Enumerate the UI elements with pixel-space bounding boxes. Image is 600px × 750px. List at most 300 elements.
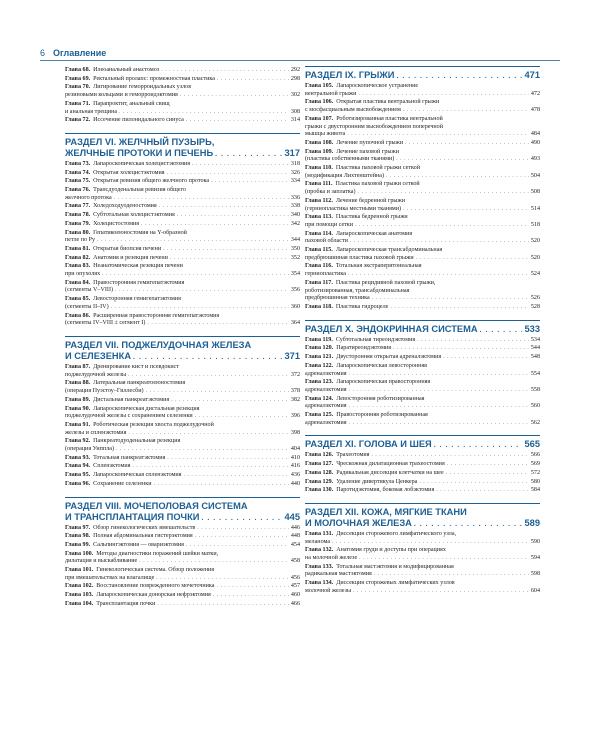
toc-entry: [305, 280, 540, 303]
chapter-title: Левосторонняя роботизированная: [336, 395, 425, 402]
header-title: Оглавление: [53, 48, 107, 58]
dot-leader: [358, 189, 529, 197]
chapter-page: 364: [290, 320, 300, 327]
toc-section: [305, 320, 540, 428]
chapter-page: 350: [290, 245, 300, 252]
chapter-title: Пластика бедренной грыжи: [335, 214, 408, 221]
toc-entry-line: [305, 206, 540, 214]
chapter-label: Глава 126.: [305, 452, 334, 459]
chapter-page: 580: [530, 478, 540, 485]
dot-leader: [355, 222, 529, 230]
toc-entry: [65, 296, 300, 311]
chapter-label: Глава 94.: [65, 463, 91, 470]
dot-leader: [213, 592, 289, 600]
chapter-title: адреналэктомия: [305, 419, 347, 426]
chapter-label: Глава 76.: [65, 187, 91, 194]
toc-entry-line: [305, 198, 540, 206]
chapter-page: 372: [290, 371, 300, 378]
chapter-label: Глава 114.: [305, 230, 333, 237]
chapter-page: 356: [290, 287, 300, 294]
toc-entry: [65, 472, 300, 480]
chapter-label: Глава 86.: [65, 312, 91, 319]
chapter-page: 520: [530, 238, 540, 245]
toc-entry: [305, 149, 540, 164]
chapter-label: Глава 81.: [65, 245, 91, 252]
toc-entry: [305, 304, 540, 312]
section-title-text: И ТРАНСПЛАНТАЦИЯ ПОЧКИ: [65, 511, 200, 522]
section-title-text: РАЗДЕЛ X. ЭНДОКРИННАЯ СИСТЕМА: [305, 323, 478, 334]
chapter-page: 460: [290, 592, 300, 599]
chapter-title: адреналэктомия: [305, 386, 347, 393]
chapter-page: 526: [530, 295, 540, 302]
chapter-title: Паротидэктомия, боковая лобэктомия: [336, 487, 435, 494]
dot-leader: [349, 403, 529, 411]
chapter-title: Пластика паховой грыжи сеткой: [335, 165, 420, 172]
toc-entry-line: [65, 542, 300, 550]
dot-leader: [396, 156, 529, 164]
chapter-page: 490: [530, 139, 540, 146]
toc-entry-line: [305, 131, 540, 139]
chapter-title: резиновыми кольцами и геморроидэктомия: [65, 92, 178, 99]
chapter-page: 524: [530, 271, 540, 278]
toc-entry-line: [305, 214, 540, 222]
chapter-title: поджелудочной железы с сохранением селезенки: [65, 413, 193, 420]
toc-entry: [65, 187, 300, 202]
chapter-page: 404: [290, 446, 300, 453]
dot-leader: [347, 131, 529, 139]
dot-leader: [405, 140, 529, 148]
chapter-title: Диссекция сторожевого лимфатического узла,: [336, 530, 457, 537]
dot-leader: [386, 173, 529, 181]
chapter-title: радикальная мастэктомия: [305, 571, 372, 578]
section-page: 371: [284, 350, 300, 361]
chapter-title: Методы диагностики поражений шейки матки,: [96, 550, 219, 557]
toc-entry-line: [305, 531, 540, 539]
chapter-label: Глава 127.: [305, 461, 334, 468]
chapter-page: 352: [290, 254, 300, 261]
chapter-page: 534: [530, 336, 540, 343]
toc-entry-line: [65, 203, 300, 211]
toc-entry-line: [305, 420, 540, 428]
chapter-title: Пластика паховой грыжи сеткой: [335, 181, 420, 188]
chapter-title: Чрескожная дилатационная трахеостомия: [336, 461, 445, 468]
chapter-title: (операция Уиппла): [65, 446, 114, 453]
section-page: 565: [524, 439, 540, 450]
toc-entry-line: [305, 263, 540, 271]
toc-entry-line: [65, 472, 300, 480]
chapter-title: Латеральная панкреатоеюностомия: [93, 380, 186, 387]
toc-entry: [305, 337, 540, 345]
section-divider: [65, 336, 300, 337]
chapter-page: 466: [290, 600, 300, 607]
chapter-title: вентральной грыжи: [305, 90, 357, 97]
chapter-label: Глава 90.: [65, 405, 91, 412]
toc-entry-line: [65, 304, 300, 312]
chapter-page: 416: [290, 463, 300, 470]
toc-entry: [305, 247, 540, 262]
dot-leader: [349, 387, 529, 395]
toc-entry-line: [65, 109, 300, 117]
chapter-title: (пластика собственными тканями): [305, 156, 395, 163]
toc-entry: [305, 412, 540, 427]
toc-section: [305, 435, 540, 495]
toc-section: [65, 497, 300, 609]
toc-entry-line: [305, 173, 540, 181]
dot-leader: [128, 372, 289, 380]
dot-leader: [133, 352, 282, 363]
chapter-title: Гинекологическая система. Обзор положения: [96, 567, 215, 574]
dot-leader: [434, 440, 523, 451]
chapter-title: Пластика рецидивной паховой грыжи,: [335, 279, 436, 286]
chapter-title: Холедоходуоденостомия: [93, 203, 157, 210]
dot-leader: [119, 109, 289, 117]
chapter-title: Роботизированная пластика вентральной: [336, 115, 443, 122]
chapter-title: адреналэктомия: [305, 370, 347, 377]
dot-leader: [177, 212, 289, 220]
chapter-title: Тотальная экстраперитонеальная: [335, 263, 422, 270]
chapter-page: 342: [290, 220, 300, 227]
toc-entry-line: [305, 255, 540, 263]
chapter-title: Пластика гидроцеле: [335, 303, 389, 310]
chapter-title: молочной железы: [305, 587, 352, 594]
chapter-label: Глава 106.: [305, 99, 334, 106]
section-page: 533: [524, 323, 540, 334]
chapter-title: (сегменты IV–VIII ± сегмент I): [65, 320, 146, 327]
toc-entry: [65, 422, 300, 437]
chapter-page: 504: [530, 172, 540, 179]
chapter-page: 590: [530, 538, 540, 545]
chapter-label: Глава 84.: [65, 279, 91, 286]
chapter-label: Глава 125.: [305, 412, 334, 419]
chapter-label: Глава 103.: [65, 592, 94, 599]
toc-entry-line: [65, 592, 300, 600]
toc-section: [305, 503, 540, 596]
chapter-label: Глава 104.: [65, 600, 94, 607]
section-title-line: [305, 507, 540, 518]
dot-leader: [349, 371, 529, 379]
dot-leader: [396, 71, 522, 82]
toc-entry: [65, 542, 300, 550]
chapter-page: 298: [290, 75, 300, 82]
toc-entry-line: [65, 413, 300, 421]
chapter-label: Глава 80.: [65, 229, 91, 236]
chapter-label: Глава 105.: [305, 83, 334, 89]
chapter-page: 604: [530, 587, 540, 594]
toc-entry: [305, 396, 540, 411]
toc-entry: [65, 397, 300, 405]
chapter-label: Глава 133.: [305, 563, 334, 570]
chapter-label: Глава 70.: [65, 84, 91, 91]
toc-entry-line: [65, 364, 300, 372]
chapter-page: 382: [290, 396, 300, 403]
toc-entry-line: [305, 247, 540, 255]
toc-entry: [65, 178, 300, 186]
chapter-label: Глава 129.: [305, 478, 334, 485]
dot-leader: [359, 555, 529, 563]
toc-entry: [65, 592, 300, 600]
chapter-label: Глава 89.: [65, 396, 91, 403]
toc-entry: [65, 76, 300, 84]
chapter-title: мышцы живота: [305, 131, 346, 138]
chapter-title: Лапароскопическая правосторонняя: [336, 379, 431, 386]
chapter-title: Полная абдоминальная гистерэктомия: [93, 533, 193, 540]
chapter-page: 440: [290, 480, 300, 487]
dot-leader: [195, 533, 289, 541]
chapter-label: Глава 116.: [305, 263, 333, 270]
chapter-page: 518: [530, 221, 540, 228]
chapter-title: предбрюшинная техника: [305, 295, 370, 302]
chapter-label: Глава 77.: [65, 203, 91, 210]
toc-entry: [305, 470, 540, 478]
chapter-page: 454: [290, 541, 300, 548]
chapter-title: Илеоанальный анастомоз: [93, 67, 160, 73]
chapter-title: Анатомия груди и доступы при операциях: [336, 547, 446, 554]
section-title-line: [65, 501, 300, 512]
toc-entry-line: [305, 345, 540, 353]
dot-leader: [403, 206, 529, 214]
chapter-title: предбрюшинная пластика паховой грыжи: [305, 254, 414, 261]
chapter-label: Глава 99.: [65, 541, 91, 548]
toc-entry-line: [65, 372, 300, 380]
chapter-title: Тотальная мастэктомия и модифицированная: [336, 563, 454, 570]
dot-leader: [154, 481, 289, 489]
chapter-title: Диссекция сторожевых лимфатических узлов: [336, 580, 455, 587]
chapter-page: 528: [530, 303, 540, 310]
chapter-page: 569: [530, 461, 540, 468]
toc-entry-line: [305, 555, 540, 563]
toc-entry-line: [65, 388, 300, 396]
dot-leader: [97, 237, 289, 245]
chapter-title: на молочной железе: [305, 555, 358, 562]
chapter-title: Лечение паховой грыжи: [336, 148, 399, 155]
toc-entry: [65, 380, 300, 395]
chapter-label: Глава 71.: [65, 100, 91, 107]
toc-entry: [65, 212, 300, 220]
toc-entry-line: [65, 287, 300, 295]
chapter-label: Глава 119.: [305, 336, 333, 343]
chapter-title: Лигирование геморроидальных узлов: [93, 84, 192, 91]
chapter-label: Глава 101.: [65, 567, 94, 574]
dot-leader: [159, 203, 289, 211]
toc-entry: [65, 246, 300, 254]
toc-entry-line: [65, 237, 300, 245]
dot-leader: [419, 479, 529, 487]
chapter-label: Глава 134.: [305, 580, 334, 587]
chapter-label: Глава 73.: [65, 160, 91, 167]
dot-leader: [132, 463, 288, 471]
chapter-title: (сегменты V–VIII): [65, 287, 114, 294]
chapter-page: 308: [290, 108, 300, 115]
toc-entry: [65, 364, 300, 379]
chapter-page: 472: [530, 90, 540, 97]
chapter-page: 456: [290, 574, 300, 581]
chapter-page: 562: [530, 419, 540, 426]
chapter-page: 493: [530, 156, 540, 163]
toc-entry-line: [65, 430, 300, 438]
chapter-page: 514: [530, 205, 540, 212]
toc-entry: [65, 551, 300, 566]
chapter-page: 344: [290, 237, 300, 244]
toc-section: [305, 66, 540, 312]
chapter-label: Глава 118.: [305, 303, 333, 310]
toc-entry: [65, 533, 300, 541]
dot-leader: [171, 397, 289, 405]
chapter-label: Глава 120.: [305, 345, 334, 352]
toc-entry-line: [65, 230, 300, 238]
dot-leader: [416, 255, 529, 263]
section-title-line: [65, 340, 300, 351]
toc-right-column: [305, 66, 540, 604]
dot-leader: [332, 539, 529, 547]
toc-entry-line: [305, 452, 540, 460]
dot-leader: [215, 149, 282, 160]
page-number: 6: [40, 48, 46, 58]
chapter-label: Глава 115.: [305, 247, 333, 254]
chapter-title: Панкреатодуоденальная резекция: [93, 438, 181, 445]
dot-leader: [128, 430, 288, 438]
toc-entry-line: [305, 539, 540, 547]
chapter-title: поджелудочной железы: [65, 371, 127, 378]
section-title: [305, 70, 540, 82]
toc-entry: [65, 203, 300, 211]
toc-entry-line: [305, 83, 540, 91]
toc-entry-line: [65, 170, 300, 178]
chapter-page: 338: [290, 203, 300, 210]
toc-entry: [305, 379, 540, 394]
toc-entry: [305, 547, 540, 562]
dot-leader: [372, 295, 529, 303]
dot-leader: [102, 271, 289, 279]
dot-leader: [167, 455, 289, 463]
toc-entry: [305, 345, 540, 353]
toc-section: [65, 133, 300, 328]
toc-entry: [65, 583, 300, 591]
dot-leader: [349, 420, 529, 428]
toc-entry-line: [305, 181, 540, 189]
chapter-title: Обзор гинекологических вмешательств: [93, 524, 196, 531]
toc-entry: [65, 230, 300, 245]
section-title-text: ЖЕЛЧНЫЕ ПРОТОКИ И ПЕЧЕНЬ: [65, 147, 214, 158]
toc-entry-line: [65, 455, 300, 463]
chapter-label: Глава 92.: [65, 438, 91, 445]
toc-entry: [65, 481, 300, 489]
chapter-title: Расширенная правосторонняя гемигепатэктомия: [93, 312, 220, 319]
dot-leader: [217, 76, 289, 84]
chapter-title: при вмешательствах на влагалище: [65, 574, 155, 581]
toc-entry: [65, 280, 300, 295]
toc-entry-line: [65, 567, 300, 575]
chapter-title: при опухолях: [65, 271, 101, 278]
chapter-label: Глава 91.: [65, 421, 91, 428]
toc-entry-line: [305, 403, 540, 411]
toc-left-column: [65, 66, 300, 617]
toc-entry-line: [305, 165, 540, 173]
toc-entry-line: [65, 76, 300, 84]
toc-entry-line: [65, 271, 300, 279]
dot-leader: [146, 388, 289, 396]
toc-entry-line: [305, 238, 540, 246]
toc-entry-line: [65, 187, 300, 195]
section-title: [65, 340, 300, 363]
toc-entry-line: [65, 601, 300, 609]
toc-entry-line: [305, 107, 540, 115]
chapter-label: Глава 131.: [305, 530, 334, 537]
toc-entry: [305, 99, 540, 114]
chapter-label: Глава 100.: [65, 550, 94, 557]
chapter-title: при помощи сетки: [305, 221, 354, 228]
toc-entry: [305, 165, 540, 180]
dot-leader: [403, 107, 529, 115]
dot-leader: [390, 304, 528, 312]
chapter-page: 360: [290, 303, 300, 310]
toc-entry-line: [305, 571, 540, 579]
toc-entry-line: [65, 263, 300, 271]
chapter-title: Парапроктит, анальный свищ: [93, 100, 170, 107]
chapter-label: Глава 128.: [305, 469, 334, 476]
chapter-label: Глава 82.: [65, 254, 91, 261]
section-title: [305, 507, 540, 530]
chapter-title: Иссечение пилонидального синуса: [93, 117, 184, 124]
toc-entry-line: [65, 195, 300, 203]
section-title: [305, 439, 540, 451]
toc-entry-line: [305, 116, 540, 124]
dot-leader: [141, 221, 289, 229]
section-divider: [65, 133, 300, 134]
chapter-label: Глава 130.: [305, 487, 334, 494]
chapter-title: роботизированная, трансабдоминальная: [305, 287, 410, 294]
chapter-page: 436: [290, 472, 300, 479]
chapter-title: Двусторонняя открытая адреналэктомия: [336, 354, 442, 361]
toc-entry-line: [65, 117, 300, 125]
chapter-page: 594: [530, 555, 540, 562]
dot-leader: [480, 325, 523, 336]
dot-leader: [443, 354, 529, 362]
chapter-label: Глава 75.: [65, 178, 91, 185]
chapter-page: 572: [530, 469, 540, 476]
section-title-text: РАЗДЕЛ VII. ПОДЖЕЛУДОЧНАЯ ЖЕЛЕЗА: [65, 339, 252, 350]
toc-entry-line: [65, 397, 300, 405]
toc-entry: [65, 67, 300, 75]
chapter-title: Лапароскопическая донорская нефрэктомия: [96, 592, 211, 599]
chapter-title: Правосторонняя роботизированная: [336, 412, 428, 419]
toc-entry-line: [65, 575, 300, 583]
chapter-page: 446: [290, 524, 300, 531]
chapter-page: 292: [290, 67, 300, 73]
chapter-title: (сегменты II–IV): [65, 303, 109, 310]
toc-entry-line: [65, 320, 300, 328]
dot-leader: [186, 542, 289, 550]
toc-entry-line: [65, 446, 300, 454]
dot-leader: [447, 461, 529, 469]
toc-entry-line: [65, 438, 300, 446]
toc-entry: [65, 221, 300, 229]
dot-leader: [156, 575, 289, 583]
chapter-title: герниопластика: [305, 271, 346, 278]
chapter-page: 457: [290, 583, 300, 590]
chapter-label: Глава 98.: [65, 533, 91, 540]
toc-entry: [305, 363, 540, 378]
section-title: [305, 324, 540, 336]
chapter-page: 558: [530, 386, 540, 393]
dot-leader: [116, 446, 289, 454]
chapter-label: Глава 113.: [305, 214, 333, 221]
chapter-label: Глава 122.: [305, 362, 334, 369]
chapter-title: Неанатомическая резекция печени: [93, 263, 183, 270]
chapter-page: 398: [290, 429, 300, 436]
chapter-page: 548: [530, 354, 540, 361]
chapter-page: 508: [530, 189, 540, 196]
toc-entry: [65, 170, 300, 178]
